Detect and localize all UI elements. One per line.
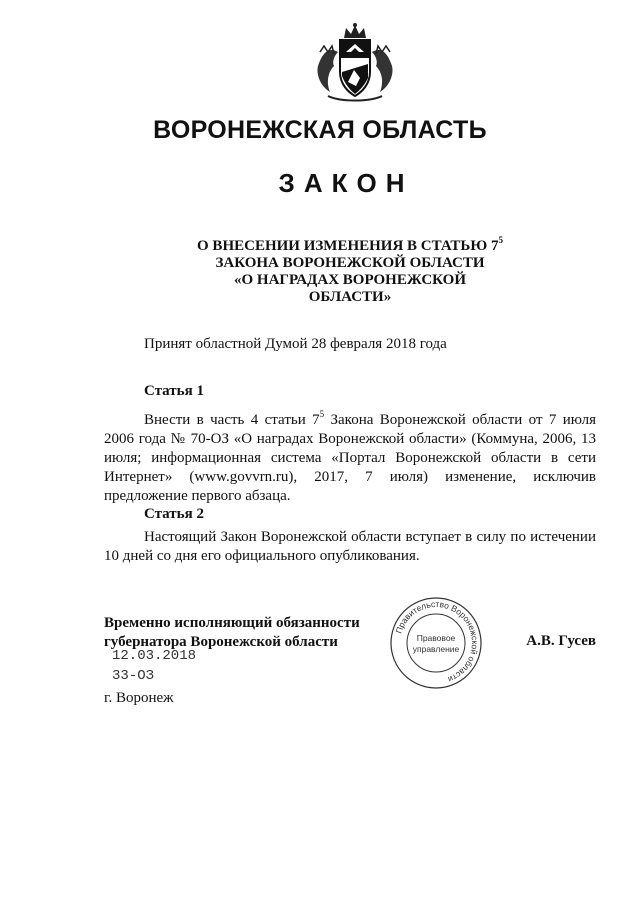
signatory-position-line-2: губернатора Воронежской области [104, 634, 338, 650]
stamp-ring-text: Правительство Воронежской области [393, 598, 481, 685]
article-1-text [104, 406, 596, 506]
signing-date: 12.03.2018 [112, 648, 197, 664]
law-number: 33-ОЗ [112, 668, 155, 684]
article-2-heading: Статья 2 [144, 506, 204, 522]
article-1-text-part-1: Внести в часть 4 статьи 7 [144, 412, 320, 428]
law-heading: ЗАКОН [278, 168, 414, 198]
signatory-position [104, 614, 360, 652]
title-superscript: 5 [498, 235, 503, 245]
signatory-position-line-1: Временно исполняющий обязанности [104, 615, 360, 631]
coat-of-arms-emblem [310, 22, 400, 104]
article-1-heading: Статья 1 [144, 383, 204, 399]
signing-city: г. Воронеж [104, 690, 174, 706]
title-line-3: «О НАГРАДАХ ВОРОНЕЖСКОЙ [234, 272, 466, 288]
accepted-note: Принят областной Думой 28 февраля 2018 года [144, 336, 447, 352]
title-line-1: О ВНЕСЕНИИ ИЗМЕНЕНИЯ В СТАТЬЮ 7 [197, 238, 499, 254]
official-stamp [388, 595, 484, 691]
law-title [150, 233, 550, 306]
article-2-text: Настоящий Закон Воронежской области вступает в силу по истечении 10 дней со дня его официального опубликования. [104, 529, 596, 564]
article-1-text-part-2: Закона Воронежской области от 7 июля 2006 года № 70-ОЗ «О наградах Воронежской области» (Коммуна, 2006, 13 июля; информационная система «Портал Воронежской области в сети Интернет» (www.govvrn.ru), 2017, 7 июля) изменение, исключив предложение первого абзаца. [104, 412, 597, 504]
region-heading: ВОРОНЕЖСКАЯ ОБЛАСТЬ [153, 116, 487, 144]
article-1-superscript: 5 [319, 409, 325, 419]
signer-name: А.В. Гусев [526, 633, 596, 649]
stamp-center-line-1: Правовое [416, 633, 456, 643]
title-line-4: ОБЛАСТИ» [308, 289, 392, 305]
stamp-center-line-2: управление [412, 644, 460, 654]
title-line-2: ЗАКОНА ВОРОНЕЖСКОЙ ОБЛАСТИ [215, 255, 485, 271]
